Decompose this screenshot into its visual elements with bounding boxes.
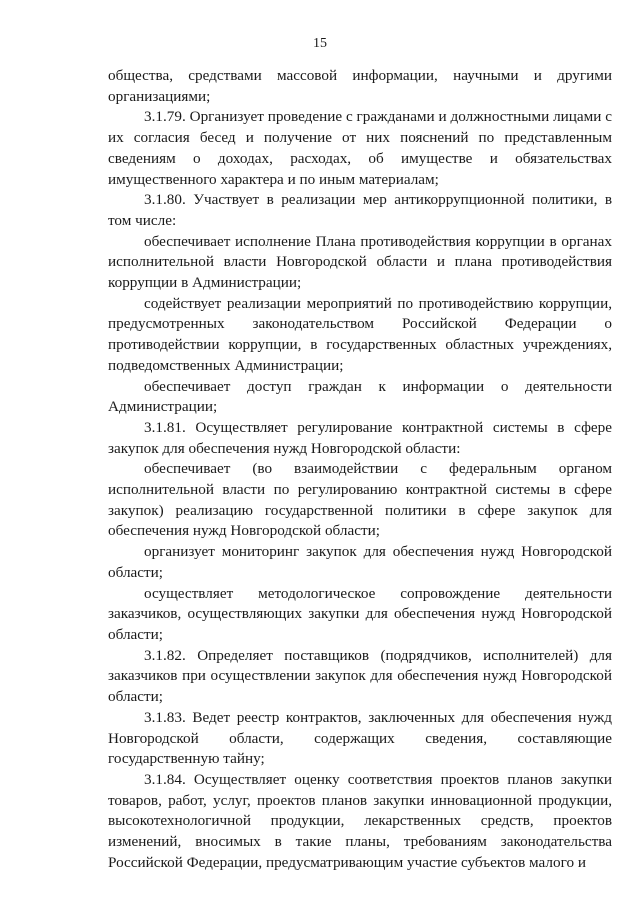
list-item-anticorruption-measures: содействует реализации мероприятий по противодействию коррупции, предусмотренных законодательством Российской Федерации о противодействии коррупции, в государственных областных учреждениях, подведомственных Администрации; <box>108 294 612 374</box>
paragraph-3-1-82: 3.1.82. Определяет поставщиков (подрядчиков, исполнителей) для заказчиков при осуществлении закупок для обеспечения нужд Новгородской области; <box>108 646 612 706</box>
list-item-anticorruption-plan: обеспечивает исполнение Плана противодействия коррупции в органах исполнительной власти Новгородской области и плана противодействия коррупции в Администрации; <box>108 232 612 292</box>
list-item-methodological-support: осуществляет методологическое сопровождение деятельности заказчиков, осуществляющих закупки для обеспечения нужд Новгородской области; <box>108 584 612 643</box>
page-number: 15 <box>313 36 327 51</box>
paragraph-3-1-80: 3.1.80. Участвует в реализации мер антикоррупционной политики, в том числе: <box>108 191 612 229</box>
list-item-procurement-monitoring: организует мониторинг закупок для обеспечения нужд Новгородской области; <box>108 543 612 581</box>
paragraph-3-1-84: 3.1.84. Осуществляет оценку соответствия проектов планов закупки товаров, работ, услуг, проектов планов закупки инновационной продукции, высокотехнологичной продукции, лекарственных средств, проектов изменений, вносимых в такие планы, требованиям законодательства Российской Федерации, предусматривающим участие субъектов малого и <box>108 770 612 871</box>
paragraph-3-1-81: 3.1.81. Осуществляет регулирование контрактной системы в сфере закупок для обеспечения нужд Новгородской области: <box>108 418 612 457</box>
document-body <box>108 66 612 873</box>
list-item-procurement-policy: обеспечивает (во взаимодействии с федеральным органом исполнительной власти по регулированию контрактной системы в сфере закупок) реализацию государственной политики в сфере закупок для обеспечения нужд Новгородской области; <box>108 460 612 540</box>
paragraph-continuation: общества, средствами массовой информации, научными и другими организациями; <box>108 67 612 105</box>
paragraph-3-1-79: 3.1.79. Организует проведение с гражданами и должностными лицами с их согласия бесед и получение от них пояснений по представленным сведениям о доходах, расходах, об имуществе и обязательствах имущественного характера и по иным материалам; <box>108 108 612 188</box>
list-item-information-access: обеспечивает доступ граждан к информации о деятельности Администрации; <box>108 377 612 416</box>
paragraph-3-1-83: 3.1.83. Ведет реестр контрактов, заключенных для обеспечения нужд Новгородской области, содержащих сведения, составляющие государственную тайну; <box>108 708 612 768</box>
